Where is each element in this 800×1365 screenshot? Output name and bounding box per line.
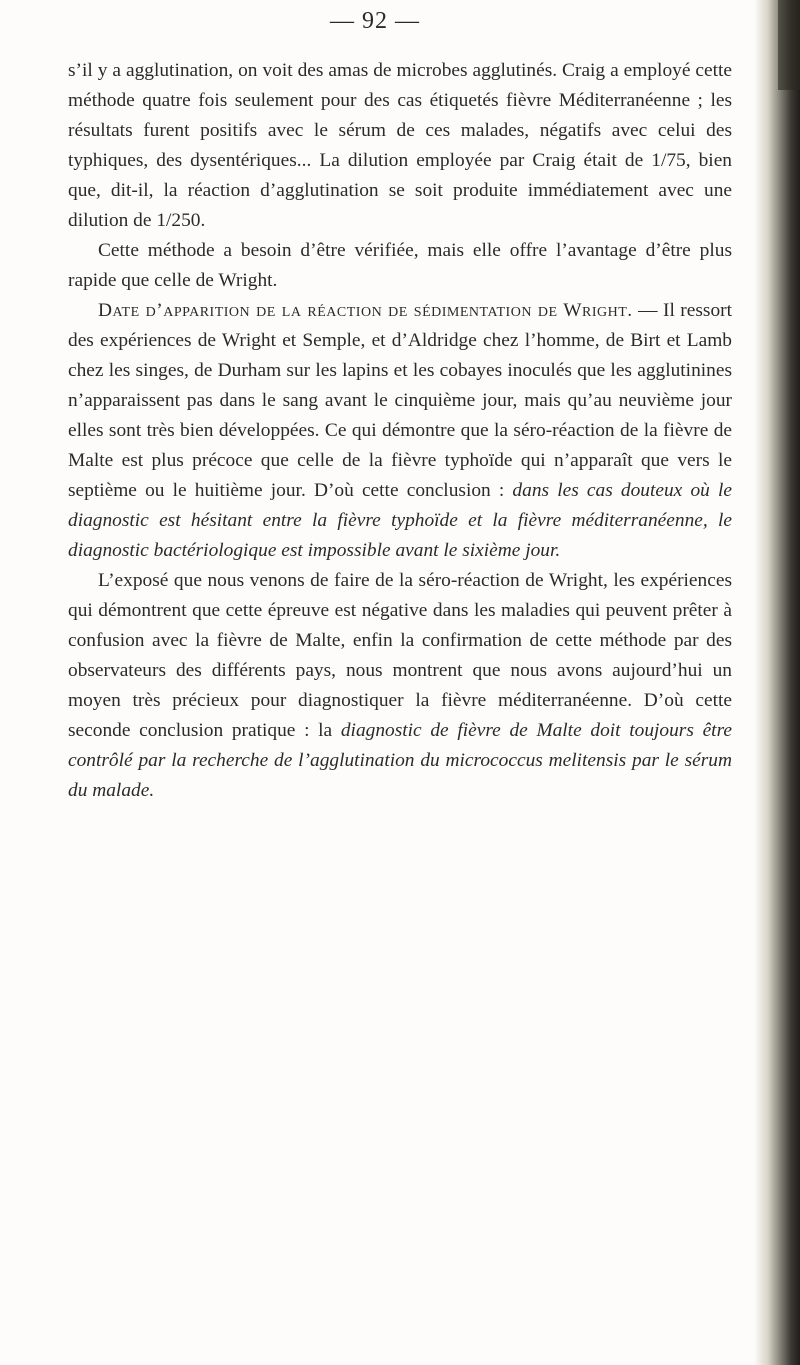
paragraph-3	[68, 296, 732, 566]
page-number: — 92 —	[330, 8, 420, 34]
binding-shadow-top	[778, 0, 800, 90]
paragraph-1: s’il y a agglutination, on voit des amas de microbes agglutinés. Craig a employé cette méthode quatre fois seulement pour des cas étiquetés fièvre Méditerranéenne ; les résultats furent positifs avec le sérum de ces malades, négatifs avec celui des typhiques, des dysentériques... La dilution employée par Craig était de 1/75, bien que, dit-il, la réaction d’agglutination se soit produite immédiatement avec une dilution de 1/250.	[68, 60, 732, 231]
paragraph-2: Cette méthode a besoin d’être vérifiée, mais elle offre l’avantage d’être plus rapide que celle de Wright.	[68, 240, 732, 291]
paragraph-3-body: — Il ressort des expériences de Wright et Semple, et d’Aldridge chez l’homme, de Birt et Lamb chez les singes, de Durham sur les lapins et les cobayes inoculés que les agglutinines n’apparaissent pas dans le sang avant le cinquième jour, mais qu’au neuvième jour elles sont très bien développées. Ce qui démontre que la séro-réaction de la fièvre de Malte est plus précoce que celle de la fièvre typhoïde qui n’apparaît que vers le septième ou le huitième jour. D’où cette conclusion :	[68, 300, 733, 501]
page-body	[68, 56, 732, 806]
section-heading: Date d’apparition de la réaction de sédimentation de Wright.	[98, 300, 633, 321]
paragraph-4	[68, 566, 732, 806]
conclusion-2: diagnostic de fièvre de Malte doit toujours être contrôlé par la recherche de l’agglutination du micrococcus melitensis par le sérum du malade.	[68, 720, 733, 801]
paragraph-4-body: L’exposé que nous venons de faire de la séro-réaction de Wright, les expériences qui démontrent que cette épreuve est négative dans les maladies qui peuvent prêter à confusion avec la fièvre de Malte, enfin la confirmation de cette méthode par des observateurs des différents pays, nous montrent que nous avons aujourd’hui un moyen très précieux pour diagnostiquer la fièvre méditerranéenne. D’où cette seconde conclusion pratique : la	[68, 570, 732, 741]
binding-shadow	[754, 0, 800, 1365]
conclusion-1: dans les cas douteux où le diagnostic est hésitant entre la fièvre typhoïde et la fièvre méditerranéenne, le diagnostic bactériologique est impossible avant le sixième jour.	[68, 480, 732, 561]
